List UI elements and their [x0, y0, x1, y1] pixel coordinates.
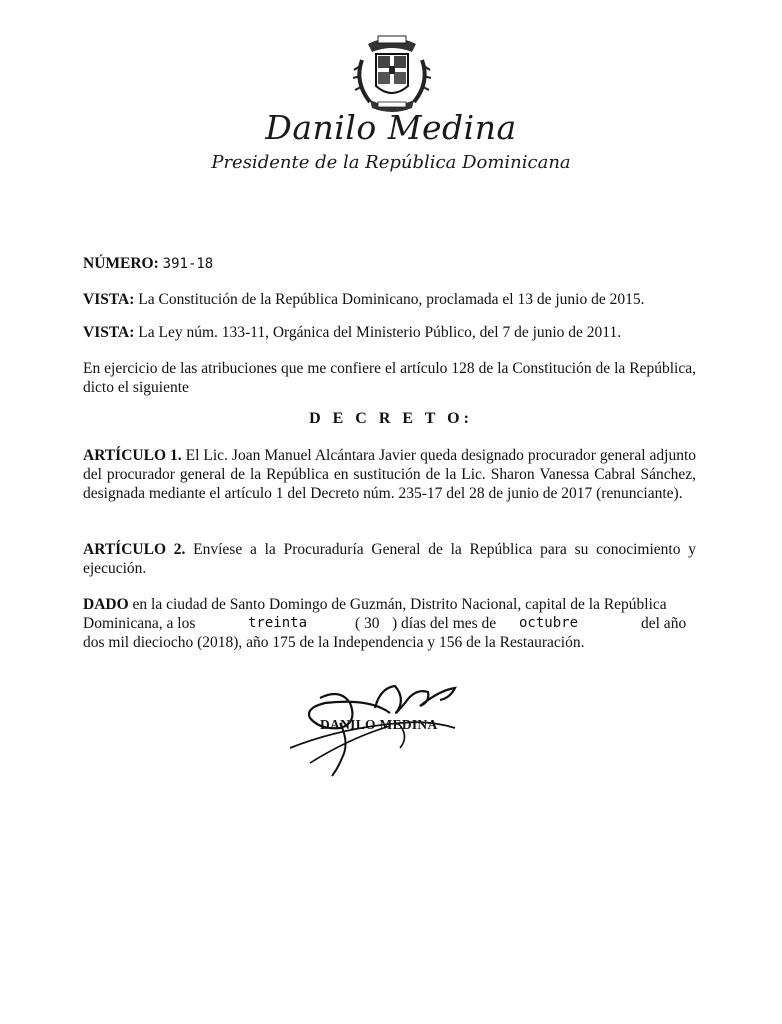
dado-part-c: del año [641, 615, 687, 632]
articulo-1-label: ARTÍCULO 1. [83, 447, 182, 464]
articulo-2-label: ARTÍCULO 2. [83, 541, 186, 558]
letterhead-name: Danilo Medina [265, 108, 517, 147]
articulo-2 [83, 540, 696, 578]
dado-line-1-text: en la ciudad de Santo Domingo de Guzmán, Distrito Nacional, capital de la República [132, 596, 667, 613]
dado-part-b: ) días del mes de [392, 615, 497, 632]
dado-part-a: Dominicana, a los [83, 615, 196, 632]
dado-dia-letras: treinta [248, 615, 308, 631]
numero-line [83, 254, 696, 274]
articulo-1 [83, 446, 696, 503]
vista-1 [83, 290, 696, 309]
numero-value: 391-18 [162, 256, 214, 272]
dado-dia-num: ( 30 [355, 615, 380, 632]
vista-1-text: La Constitución de la República Dominicano, proclamada el 13 de junio de 2015. [138, 291, 645, 308]
signature-name: DANILO MEDINA [320, 717, 438, 732]
vista-1-label: VISTA: [83, 291, 135, 308]
letterhead-title: Presidente de la República Dominicana [211, 152, 571, 173]
dado-line-2 [83, 614, 696, 633]
decreto-heading: D E C R E T O: [309, 410, 473, 427]
coat-of-arms-seal [348, 30, 436, 118]
articulo-2-text: Envíese a la Procuraduría General de la República para su conocimiento y ejecución. [83, 541, 696, 577]
numero-label: NÚMERO: [83, 255, 159, 272]
vista-2 [83, 323, 696, 342]
dado-label: DADO [83, 596, 129, 613]
vista-2-label: VISTA: [83, 324, 135, 341]
ejercicio-paragraph: En ejercicio de las atribuciones que me confiere el artículo 128 de la Constitución de la República, dicto el siguiente [83, 360, 696, 396]
articulo-1-text: El Lic. Joan Manuel Alcántara Javier queda designado procurador general adjunto del procurador general de la República en sustitución de la Lic. Sharon Vanessa Cabral Sánchez, designada mediante el artículo 1 del Decreto núm. 235-17 del 28 de junio de 2017 (renunciante). [83, 447, 697, 502]
dado-line-3: dos mil dieciocho (2018), año 175 de la Independencia y 156 de la Restauración. [83, 634, 585, 651]
dado-line-1 [83, 595, 696, 614]
dado-mes: octubre [519, 615, 579, 631]
dado-paragraph [83, 595, 696, 652]
vista-2-text: La Ley núm. 133-11, Orgánica del Ministerio Público, del 7 de junio de 2011. [138, 324, 622, 341]
